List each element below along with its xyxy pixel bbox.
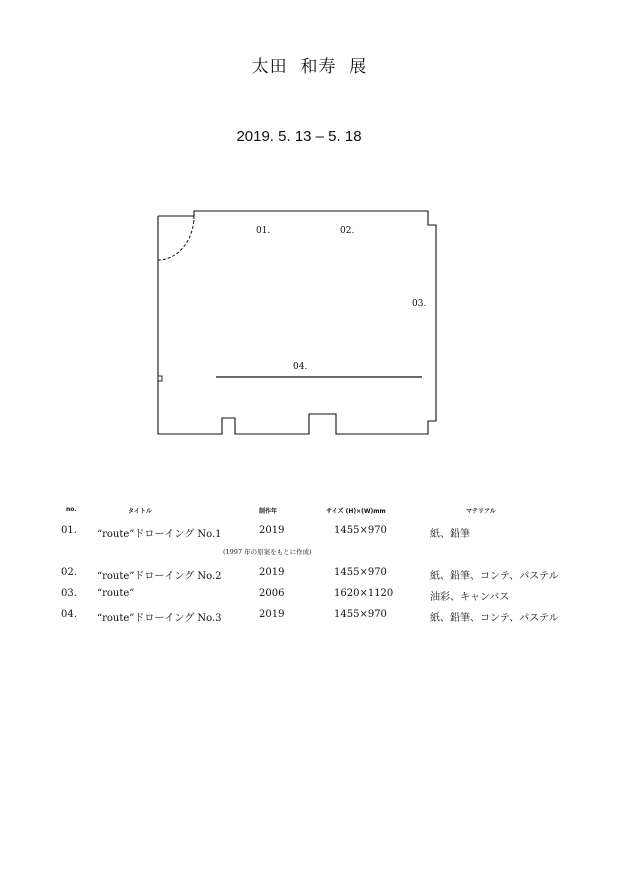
table-row xyxy=(0,609,619,623)
plan-label-01: 01. xyxy=(256,226,271,236)
cell-size: 1455×970 xyxy=(334,525,387,536)
header-year: 制作年 xyxy=(259,508,278,515)
cell-material: 紙、鉛筆、コンテ、パステル xyxy=(430,571,559,582)
cell-no: 03. xyxy=(61,588,77,599)
exhibition-title: 太田 和寿 展 xyxy=(251,57,368,77)
cell-title: “route”ドローイング No.2 xyxy=(97,571,222,582)
cell-title: “route” xyxy=(97,588,135,599)
floor-plan-walls xyxy=(158,211,436,434)
table-row xyxy=(0,567,619,581)
plan-label-02: 02. xyxy=(340,226,355,236)
cell-title: “route”ドローイング No.3 xyxy=(97,613,222,624)
cell-title: “route”ドローイング No.1 xyxy=(97,529,222,540)
floor-plan xyxy=(150,205,450,445)
plan-label-04: 04. xyxy=(293,362,308,372)
wall-outlet-marker xyxy=(158,376,162,381)
cell-year: 2019 xyxy=(259,525,285,536)
table-row xyxy=(0,525,619,539)
header-no: no. xyxy=(66,506,77,513)
cell-size: 1455×970 xyxy=(334,609,387,620)
cell-material: 紙、鉛筆、コンテ、パステル xyxy=(430,613,559,624)
cell-material: 油彩、キャンバス xyxy=(430,592,510,603)
cell-no: 02. xyxy=(61,567,77,578)
cell-no: 04. xyxy=(61,609,77,620)
cell-size: 1620×1120 xyxy=(334,588,394,599)
cell-year: 2019 xyxy=(259,567,285,578)
cell-year: 2006 xyxy=(259,588,285,599)
cell-year: 2019 xyxy=(259,609,285,620)
cell-material: 紙、鉛筆 xyxy=(430,529,470,540)
header-size: サイズ (H)×(W)mm xyxy=(326,508,386,515)
header-material: マテリアル xyxy=(466,508,496,515)
door-swing-arc xyxy=(158,216,194,260)
plan-label-03: 03. xyxy=(412,299,427,309)
table-row xyxy=(0,588,619,602)
exhibition-dates: 2019. 5. 13 – 5. 18 xyxy=(236,128,362,145)
cell-size: 1455×970 xyxy=(334,567,387,578)
row-note: (1997 年の原案をもとに作成) xyxy=(223,548,312,556)
header-title: タイトル xyxy=(128,508,152,515)
cell-no: 01. xyxy=(61,525,77,536)
